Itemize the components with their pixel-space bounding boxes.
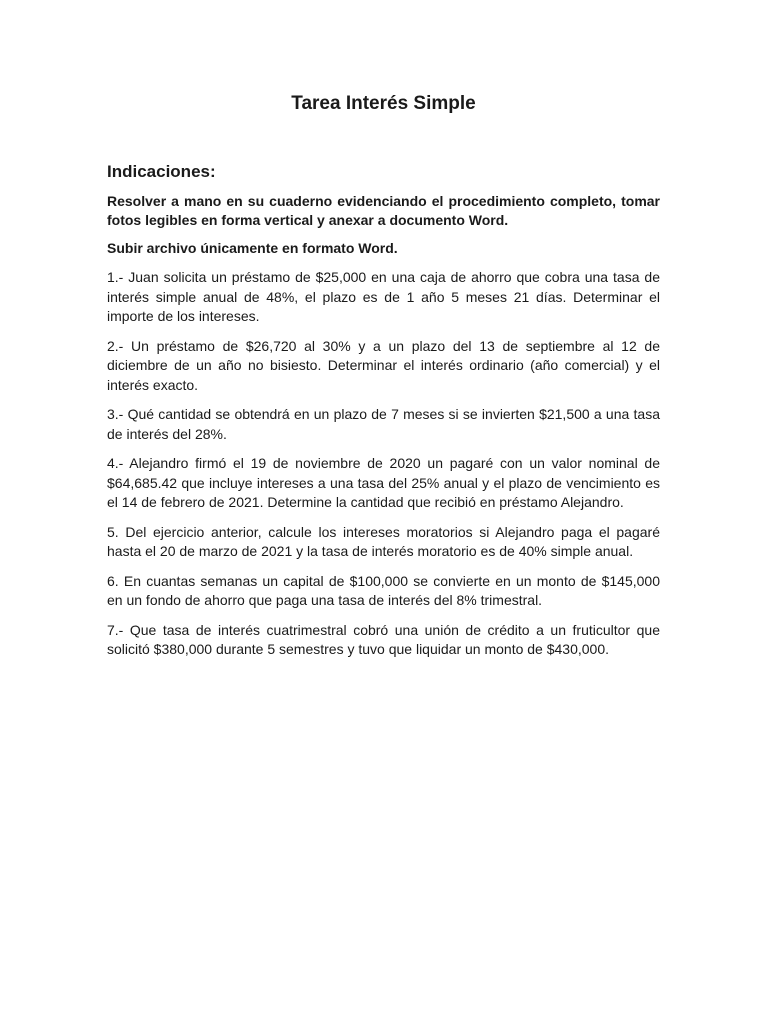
exercise-item: 1.- Juan solicita un préstamo de $25,000 en una caja de ahorro que cobra una tasa de interés simple anual de 48%, el plazo es de 1 año 5 meses 21 días. Determinar el importe de los intereses. (107, 269, 660, 324)
exercise-item: 2.- Un préstamo de $26,720 al 30% y a un plazo del 13 de septiembre al 12 de diciembre de un año no bisiesto. Determinar el interés ordinario (año comercial) y el interés exacto. (107, 337, 660, 393)
page-title: Tarea Interés Simple (291, 93, 476, 114)
exercise-item: 7.- Que tasa de interés cuatrimestral cobró una unión de crédito a un fruticultor que solicitó $380,000 durante 5 semestres y tuvo que liquidar un monto de $430,000. (107, 621, 660, 657)
exercise-item: 4.- Alejandro firmó el 19 de noviembre de 2020 un pagaré con un valor nominal de $64,685.42 que incluye intereses a una tasa del 25% anual y el plazo de vencimiento es el 14 de febrero de 2021. Determine la cantidad que recibió en préstamo Alejandro. (107, 455, 660, 510)
exercise-item: 5. Del ejercicio anterior, calcule los intereses moratorios si Alejandro paga el pagaré hasta el 20 de marzo de 2021 y la tasa de interés moratorio es de 40% simple anual. (107, 523, 660, 559)
document-body (107, 90, 660, 670)
exercise-item: 3.- Qué cantidad se obtendrá en un plazo de 7 meses si se invierten $21,500 a una tasa de interés del 28%. (107, 406, 660, 442)
exercise-item: 6. En cuantas semanas un capital de $100,000 se convierte en un monto de $145,000 en un fondo de ahorro que paga una tasa de interés del 8% trimestral. (107, 572, 660, 608)
exercise-list (107, 268, 660, 660)
instruction-paragraph: Resolver a mano en su cuaderno evidenciando el procedimiento completo, tomar fotos legibles en forma vertical y anexar a documento Word. (107, 193, 660, 228)
instruction-paragraph: Subir archivo únicamente en formato Word. (107, 240, 398, 256)
section-heading: Indicaciones: (107, 162, 216, 181)
